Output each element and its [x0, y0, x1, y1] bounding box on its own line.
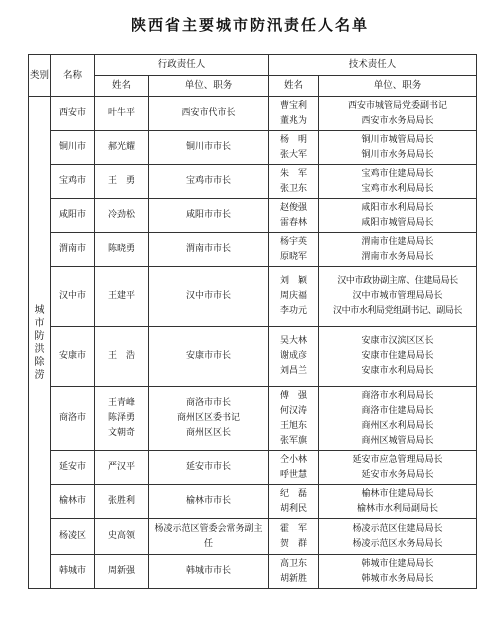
tech-person: 赵俊强: [280, 202, 308, 213]
tech-person: 吴大林: [280, 336, 308, 346]
city-name: 安康市: [51, 327, 95, 387]
tech-person: 仝小林: [280, 454, 308, 465]
header-tech-position: 单位、职务: [319, 76, 477, 97]
header-tech-person: 姓名: [269, 76, 319, 97]
tech-position-cell: [319, 485, 477, 519]
tech-position: 渭南市住建局局长: [361, 236, 434, 247]
tech-position: 延安市水务局局长: [361, 469, 434, 480]
tech-position: 渭南市水务局局长: [361, 251, 434, 262]
tech-person: 霍 军: [280, 523, 308, 534]
tech-person-cell: [269, 327, 319, 387]
admin-person: 张胜利: [107, 496, 135, 506]
admin-position: 延安市市长: [186, 462, 232, 472]
admin-position-cell: [149, 387, 269, 451]
admin-position-cell: [149, 165, 269, 199]
tech-position: 咸阳市水利局局长: [361, 202, 434, 213]
admin-position: 杨凌示范区管委会常务副主任: [154, 523, 263, 549]
city-name: 渭南市: [51, 233, 95, 267]
tech-person: 胡新胜: [280, 573, 308, 584]
table-row: [29, 267, 477, 327]
admin-position-cell: [149, 199, 269, 233]
tech-position: 西安市水务局局长: [361, 115, 434, 126]
admin-person-cell: [95, 165, 149, 199]
header-category: 类别: [29, 55, 51, 97]
tech-position: 咸阳市城管局局长: [361, 217, 434, 228]
admin-person: 史高领: [107, 531, 135, 541]
admin-person: 郝光耀: [107, 142, 135, 152]
tech-person: 张军旗: [280, 435, 308, 446]
admin-person: 王 勇: [107, 176, 135, 186]
tech-position: 商洛市住建局局长: [361, 405, 434, 416]
city-name: 咸阳市: [51, 199, 95, 233]
tech-position: 韩城市住建局局长: [361, 558, 434, 569]
tech-person-cell: [269, 131, 319, 165]
table-row: [29, 233, 477, 267]
tech-person: 傅 强: [280, 390, 308, 401]
admin-person: 陈泽勇: [107, 413, 135, 423]
admin-position: 韩城市市长: [186, 566, 232, 576]
tech-position: 商洛市水利局局长: [361, 390, 434, 401]
admin-person: 王青峰: [107, 398, 135, 408]
tech-position-cell: [319, 451, 477, 485]
tech-position-cell: [319, 233, 477, 267]
tech-position: 安康市住建局局长: [361, 351, 434, 361]
tech-position: 铜川市水务局局长: [361, 149, 434, 160]
admin-person-cell: [95, 233, 149, 267]
tech-person: 刘昌兰: [280, 366, 308, 376]
tech-person: 王旭东: [280, 420, 308, 431]
header-admin-position: 单位、职务: [149, 76, 269, 97]
admin-person: 叶牛平: [107, 108, 135, 118]
tech-person-cell: [269, 233, 319, 267]
admin-position-cell: [149, 451, 269, 485]
tech-person: 杨 明: [280, 134, 308, 145]
tech-position: 韩城市水务局局长: [361, 573, 434, 584]
admin-person-cell: [95, 485, 149, 519]
tech-position: 西安市城管局党委副书记: [348, 100, 448, 111]
tech-person: 原晓军: [280, 251, 308, 262]
admin-position: 榆林市市长: [186, 496, 232, 506]
admin-person-cell: [95, 327, 149, 387]
tech-person: 谢成彦: [280, 351, 308, 361]
tech-person-cell: [269, 199, 319, 233]
tech-person: 董兆为: [280, 115, 308, 126]
admin-position: 安康市市长: [186, 351, 232, 361]
header-tech: 技术责任人: [269, 55, 477, 76]
tech-person: 纪 磊: [280, 488, 308, 499]
admin-position: 西安市代市长: [181, 108, 236, 118]
admin-person: 文朝奇: [107, 428, 135, 438]
tech-person: 张大军: [280, 149, 308, 160]
table-row: [29, 451, 477, 485]
city-name: 商洛市: [51, 387, 95, 451]
tech-person: 朱 军: [280, 168, 308, 179]
tech-position: 商州区城管局局长: [361, 435, 434, 446]
admin-person-cell: [95, 199, 149, 233]
tech-position: 汉中市水利局党组副书记、副局长: [333, 306, 463, 316]
table-row: [29, 387, 477, 451]
tech-person: 刘 颖: [280, 276, 308, 286]
tech-position: 杨凌示范区水务局局长: [352, 538, 443, 549]
tech-person: 张卫东: [280, 183, 308, 194]
tech-position: 榆林市水利局副局长: [357, 503, 439, 514]
tech-person-cell: [269, 519, 319, 555]
tech-position: 汉中市政协副主席、住建局局长: [337, 276, 458, 286]
admin-position: 商洛市市长: [186, 398, 232, 408]
tech-position: 商州区水利局局长: [361, 420, 434, 431]
table-row: [29, 131, 477, 165]
tech-position: 铜川市城管局局长: [361, 134, 434, 145]
city-name: 西安市: [51, 97, 95, 131]
city-name: 榆林市: [51, 485, 95, 519]
admin-position-cell: [149, 485, 269, 519]
admin-position-cell: [149, 327, 269, 387]
admin-position: 宝鸡市市长: [186, 176, 232, 186]
tech-position: 宝鸡市住建局局长: [361, 168, 434, 179]
tech-position-cell: [319, 165, 477, 199]
admin-person: 王 浩: [107, 351, 135, 361]
city-name: 铜川市: [51, 131, 95, 165]
page-title: 陕西省主要城市防汛责任人名单: [130, 16, 369, 34]
admin-position: 铜川市市长: [186, 142, 232, 152]
table-row: [29, 327, 477, 387]
admin-position: 渭南市市长: [186, 244, 232, 254]
tech-position-cell: [319, 327, 477, 387]
tech-position: 汉中市城市管理局局长: [352, 291, 443, 301]
admin-person-cell: [95, 131, 149, 165]
table-row: [29, 519, 477, 555]
tech-position: 宝鸡市水利局局长: [361, 183, 434, 194]
admin-position-cell: [149, 97, 269, 131]
tech-person: 雷春林: [280, 217, 308, 228]
admin-position: 商州区区长: [186, 428, 232, 438]
admin-person: 严汉平: [107, 462, 135, 472]
admin-position-cell: [149, 233, 269, 267]
admin-position-cell: [149, 267, 269, 327]
admin-position: 商州区区委书记: [177, 413, 241, 423]
tech-position: 安康市汉滨区区长: [361, 336, 434, 346]
admin-person: 王建平: [107, 291, 135, 301]
tech-person-cell: [269, 165, 319, 199]
tech-person-cell: [269, 451, 319, 485]
tech-person-cell: [269, 97, 319, 131]
tech-person: 李功元: [280, 306, 308, 316]
tech-person-cell: [269, 267, 319, 327]
tech-person: 杨宇英: [280, 236, 308, 247]
tech-position-cell: [319, 555, 477, 589]
city-name: 延安市: [51, 451, 95, 485]
admin-position-cell: [149, 131, 269, 165]
header-admin-person: 姓名: [95, 76, 149, 97]
tech-position-cell: [319, 199, 477, 233]
admin-position: 咸阳市市长: [186, 210, 232, 220]
table-row: [29, 555, 477, 589]
admin-person: 陈晓勇: [107, 244, 135, 254]
tech-position: 杨凌示范区住建局局长: [352, 523, 443, 534]
header-name: 名称: [51, 55, 95, 97]
tech-person: 呼世慧: [280, 469, 308, 480]
category-label: 城市防洪除涝: [34, 304, 45, 381]
category-cell: [29, 97, 51, 589]
tech-position-cell: [319, 387, 477, 451]
tech-position: 延安市应急管理局局长: [352, 454, 443, 465]
header-admin: 行政责任人: [95, 55, 269, 76]
admin-position: 汉中市市长: [186, 291, 232, 301]
admin-person-cell: [95, 451, 149, 485]
city-name: 韩城市: [51, 555, 95, 589]
tech-person: 胡利民: [280, 503, 308, 514]
admin-person: 冷劲松: [107, 210, 135, 220]
admin-person-cell: [95, 519, 149, 555]
table-body: [29, 97, 477, 589]
admin-person: 周新强: [107, 566, 135, 576]
tech-person: 周庆福: [280, 291, 308, 301]
table-row: [29, 97, 477, 131]
admin-person-cell: [95, 387, 149, 451]
tech-person: 何汉涛: [280, 405, 308, 416]
tech-position-cell: [319, 131, 477, 165]
tech-position: 安康市水利局局长: [361, 366, 434, 376]
tech-person-cell: [269, 555, 319, 589]
responsibility-table: [28, 54, 477, 589]
tech-person-cell: [269, 387, 319, 451]
city-name: 汉中市: [51, 267, 95, 327]
table-row: [29, 485, 477, 519]
tech-position-cell: [319, 97, 477, 131]
tech-person: 曹宝利: [280, 100, 308, 111]
admin-position-cell: [149, 519, 269, 555]
tech-person: 高卫东: [280, 558, 308, 569]
city-name: 宝鸡市: [51, 165, 95, 199]
admin-person-cell: [95, 97, 149, 131]
admin-person-cell: [95, 267, 149, 327]
table-row: [29, 165, 477, 199]
city-name: 杨凌区: [51, 519, 95, 555]
tech-position-cell: [319, 267, 477, 327]
tech-person-cell: [269, 485, 319, 519]
admin-person-cell: [95, 555, 149, 589]
table-row: [29, 199, 477, 233]
admin-position-cell: [149, 555, 269, 589]
tech-position: 榆林市住建局局长: [361, 488, 434, 499]
tech-person: 贺 群: [280, 538, 308, 549]
tech-position-cell: [319, 519, 477, 555]
